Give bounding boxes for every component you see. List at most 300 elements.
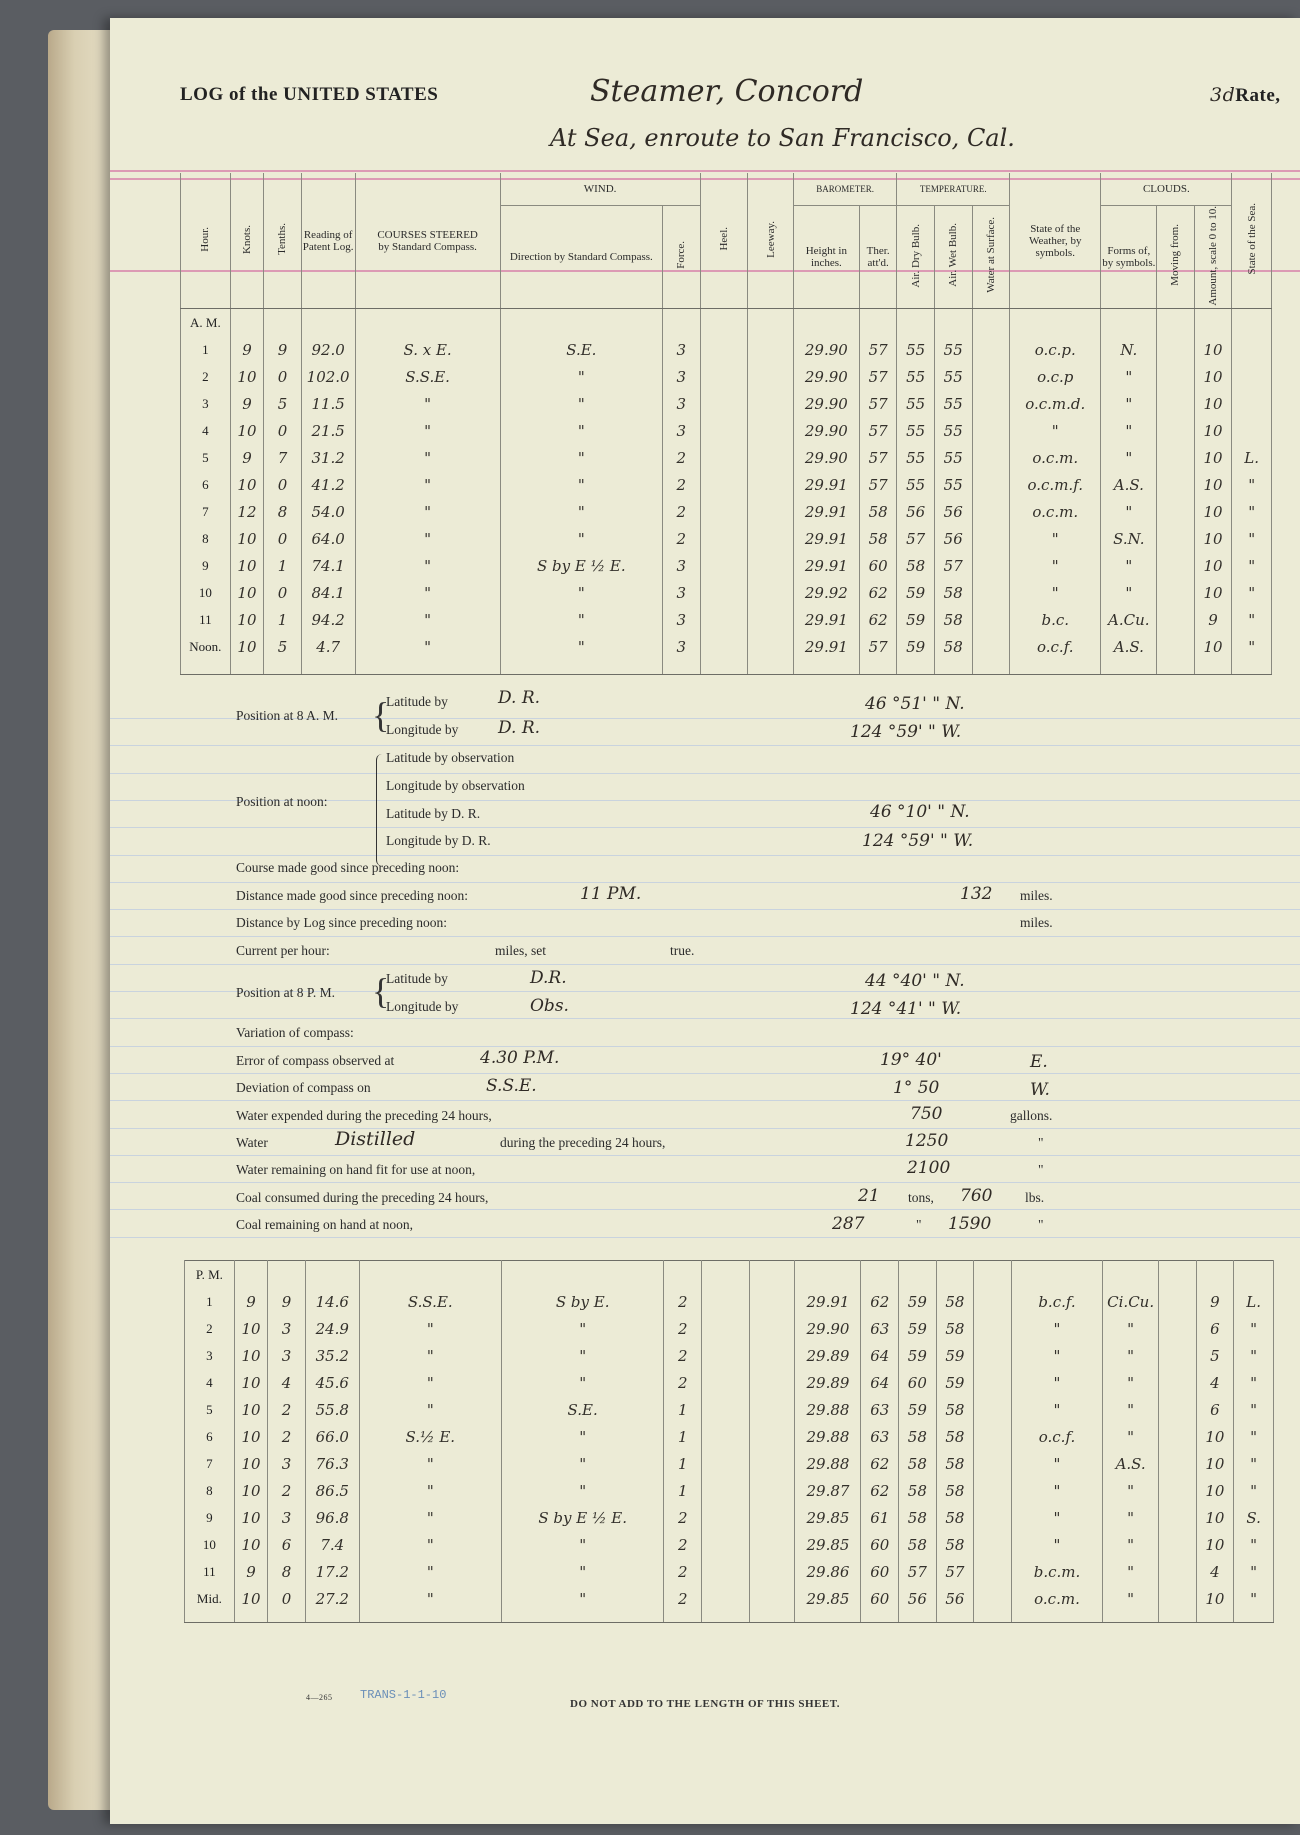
pm-cell-forms: " xyxy=(1103,1342,1159,1369)
pm-cell-height: 29.91 xyxy=(795,1288,861,1315)
am-cell-wet: 55 xyxy=(934,417,972,444)
col-hour: Hour. xyxy=(181,173,231,309)
pm-cell-sea: " xyxy=(1234,1585,1274,1612)
pm-cell-hour: 11 xyxy=(185,1558,235,1585)
table-row xyxy=(185,1288,1274,1315)
pm-cell-tenths: 4 xyxy=(268,1369,306,1396)
am-cell-weather: o.c.m.f. xyxy=(1010,471,1101,498)
pm-label-cell xyxy=(974,1261,1012,1289)
pm-cell-leeway xyxy=(749,1531,795,1558)
pm-cell-force: 2 xyxy=(664,1531,702,1558)
am-cell-wind_dir: " xyxy=(500,444,662,471)
pm-cell-ther: 63 xyxy=(861,1315,899,1342)
location-note: At Sea, enroute to San Francisco, Cal. xyxy=(550,124,1015,152)
am-cell-hour: 7 xyxy=(181,498,231,525)
am-filler-cell xyxy=(663,660,701,675)
am-cell-ther: 57 xyxy=(859,363,897,390)
col-barometer-group: BAROMETER. xyxy=(793,173,897,205)
pm-filler-row xyxy=(185,1612,1274,1623)
am-cell-forms: " xyxy=(1101,444,1157,471)
am-cell-water xyxy=(972,579,1010,606)
pm-cell-course: " xyxy=(359,1585,501,1612)
col-heel: Heel. xyxy=(700,173,748,309)
am-cell-water xyxy=(972,552,1010,579)
coal-remaining-lbs: 1590 xyxy=(948,1214,992,1234)
pm-cell-hour: 8 xyxy=(185,1477,235,1504)
pos8am-lat-value: 46 °51' " N. xyxy=(865,694,965,714)
col-wind-group: WIND. xyxy=(500,173,700,205)
pm-cell-height: 29.85 xyxy=(795,1504,861,1531)
pm-cell-knots: 10 xyxy=(234,1396,268,1423)
water-during-label: during the preceding 24 hours, xyxy=(500,1135,666,1150)
am-cell-ther: 58 xyxy=(859,498,897,525)
pm-cell-log: 7.4 xyxy=(305,1531,359,1558)
pm-rows xyxy=(185,1261,1274,1623)
col-weather: State of the Weather, by symbols. xyxy=(1010,173,1101,309)
am-cell-sea xyxy=(1232,417,1272,444)
am-cell-wind_dir: " xyxy=(500,471,662,498)
am-cell-log: 102.0 xyxy=(301,363,355,390)
pm-filler-cell xyxy=(501,1612,664,1623)
pm-filler-cell xyxy=(702,1612,750,1623)
pm-cell-amount: 10 xyxy=(1196,1423,1234,1450)
am-cell-wind_dir: " xyxy=(500,390,662,417)
pm-cell-ther: 60 xyxy=(861,1531,899,1558)
pm-label-cell xyxy=(1196,1261,1234,1289)
pm-cell-dry: 59 xyxy=(899,1288,937,1315)
water-remaining-label: Water remaining on hand fit for use at noon, xyxy=(236,1162,476,1177)
am-cell-dry: 56 xyxy=(897,498,935,525)
am-cell-moving xyxy=(1157,633,1195,660)
col-wind-direction: Direction by Standard Compass. xyxy=(500,205,662,309)
distance-log-label: Distance by Log since preceding noon: xyxy=(236,915,448,930)
long-obs-label: Longitude by observation xyxy=(386,778,525,793)
pos8pm-lat-method: D.R. xyxy=(530,968,567,988)
pos8pm-lat-label: Latitude by xyxy=(386,971,448,986)
pm-cell-water xyxy=(974,1504,1012,1531)
pm-filler-cell xyxy=(305,1612,359,1623)
am-cell-wind_dir: " xyxy=(500,606,662,633)
pm-cell-water xyxy=(974,1450,1012,1477)
pm-cell-amount: 6 xyxy=(1196,1315,1234,1342)
am-cell-knots: 9 xyxy=(230,444,263,471)
pm-cell-moving xyxy=(1159,1585,1197,1612)
am-cell-moving xyxy=(1157,471,1195,498)
water-distilled: Distilled xyxy=(335,1128,416,1150)
am-cell-dry: 59 xyxy=(897,579,935,606)
am-cell-forms: " xyxy=(1101,417,1157,444)
pm-cell-weather: " xyxy=(1011,1369,1102,1396)
pm-cell-dry: 59 xyxy=(899,1315,937,1342)
log-title: LOG of the UNITED STATES xyxy=(180,84,439,105)
am-cell-forms: A.S. xyxy=(1101,633,1157,660)
pm-cell-sea: " xyxy=(1234,1531,1274,1558)
pm-cell-wind_dir: " xyxy=(501,1477,664,1504)
log-page xyxy=(110,18,1300,1824)
am-cell-force: 3 xyxy=(663,552,701,579)
pm-cell-knots: 10 xyxy=(234,1450,268,1477)
am-cell-force: 3 xyxy=(663,336,701,363)
pm-cell-wet: 58 xyxy=(936,1450,974,1477)
pm-label-cell xyxy=(1103,1261,1159,1289)
col-wind-force: Force. xyxy=(663,205,701,309)
am-cell-forms: A.S. xyxy=(1101,471,1157,498)
pm-cell-weather: " xyxy=(1011,1342,1102,1369)
ditto-1: " xyxy=(1038,1135,1044,1150)
ruled-line xyxy=(110,1155,1300,1156)
am-cell-sea: " xyxy=(1232,552,1272,579)
pm-filler-cell xyxy=(359,1612,501,1623)
pm-cell-force: 2 xyxy=(664,1342,702,1369)
am-cell-water xyxy=(972,525,1010,552)
am-cell-tenths: 7 xyxy=(264,444,302,471)
ruled-line xyxy=(110,1182,1300,1183)
am-cell-amount: 10 xyxy=(1194,444,1232,471)
am-cell-weather: " xyxy=(1010,417,1101,444)
am-cell-course: " xyxy=(355,444,500,471)
pm-cell-sea: " xyxy=(1234,1342,1274,1369)
am-cell-knots: 10 xyxy=(230,363,263,390)
am-label-cell xyxy=(700,309,748,337)
miles-label-1: miles. xyxy=(1020,888,1053,903)
col-cloud-forms: Forms of, by symbols. xyxy=(1101,205,1157,309)
am-filler-cell xyxy=(301,660,355,675)
pm-cell-leeway xyxy=(749,1558,795,1585)
table-row xyxy=(185,1369,1274,1396)
am-cell-leeway xyxy=(748,552,794,579)
pm-label-cell xyxy=(305,1261,359,1289)
am-cell-knots: 12 xyxy=(230,498,263,525)
am-cell-forms: " xyxy=(1101,498,1157,525)
am-cell-weather: o.c.m.d. xyxy=(1010,390,1101,417)
pm-cell-height: 29.89 xyxy=(795,1342,861,1369)
table-row xyxy=(185,1450,1274,1477)
am-cell-log: 54.0 xyxy=(301,498,355,525)
am-cell-ther: 57 xyxy=(859,444,897,471)
pos8am-lat-method: D. R. xyxy=(498,688,541,708)
table-row xyxy=(181,525,1272,552)
pm-cell-log: 17.2 xyxy=(305,1558,359,1585)
table-row xyxy=(185,1423,1274,1450)
pm-cell-hour: 7 xyxy=(185,1450,235,1477)
am-cell-knots: 10 xyxy=(230,525,263,552)
pm-cell-course: " xyxy=(359,1450,501,1477)
ruled-line xyxy=(110,745,1300,746)
am-cell-water xyxy=(972,444,1010,471)
am-cell-ther: 57 xyxy=(859,471,897,498)
pm-cell-leeway xyxy=(749,1315,795,1342)
pm-cell-force: 1 xyxy=(664,1423,702,1450)
pm-cell-tenths: 9 xyxy=(268,1288,306,1315)
am-cell-amount: 10 xyxy=(1194,525,1232,552)
ruled-line xyxy=(110,1209,1300,1210)
table-row xyxy=(181,633,1272,660)
am-cell-ther: 57 xyxy=(859,417,897,444)
am-filler-cell xyxy=(897,660,935,675)
am-filler-cell xyxy=(1010,660,1101,675)
rate-value: 3d xyxy=(1210,84,1236,106)
pm-cell-wind_dir: S.E. xyxy=(501,1396,664,1423)
pm-cell-dry: 60 xyxy=(899,1369,937,1396)
pm-cell-heel xyxy=(702,1369,750,1396)
am-cell-course: " xyxy=(355,552,500,579)
am-label-cell xyxy=(793,309,859,337)
am-cell-weather: o.c.p. xyxy=(1010,336,1101,363)
pm-cell-weather: " xyxy=(1011,1531,1102,1558)
pm-cell-forms: " xyxy=(1103,1369,1159,1396)
pm-cell-moving xyxy=(1159,1423,1197,1450)
pm-cell-heel xyxy=(702,1558,750,1585)
am-cell-amount: 10 xyxy=(1194,633,1232,660)
am-cell-tenths: 1 xyxy=(264,552,302,579)
pm-cell-amount: 10 xyxy=(1196,1585,1234,1612)
col-cloud-moving: Moving from. xyxy=(1157,205,1195,309)
am-cell-log: 92.0 xyxy=(301,336,355,363)
pm-label-cell xyxy=(936,1261,974,1289)
pm-cell-forms: " xyxy=(1103,1477,1159,1504)
pm-cell-height: 29.88 xyxy=(795,1396,861,1423)
table-row xyxy=(181,363,1272,390)
am-cell-sea xyxy=(1232,336,1272,363)
pm-cell-sea: " xyxy=(1234,1315,1274,1342)
pm-cell-water xyxy=(974,1369,1012,1396)
pm-cell-sea: " xyxy=(1234,1423,1274,1450)
pm-cell-hour: 9 xyxy=(185,1504,235,1531)
ruled-line xyxy=(110,936,1300,937)
am-cell-force: 2 xyxy=(663,471,701,498)
am-cell-hour: 10 xyxy=(181,579,231,606)
am-label-cell xyxy=(301,309,355,337)
am-cell-course: " xyxy=(355,390,500,417)
am-cell-height: 29.91 xyxy=(793,471,859,498)
am-cell-leeway xyxy=(748,498,794,525)
am-cell-tenths: 1 xyxy=(264,606,302,633)
pm-cell-wind_dir: " xyxy=(501,1342,664,1369)
coal-consumed-tons: 21 xyxy=(858,1186,880,1206)
am-label-cell xyxy=(500,309,662,337)
am-log-table xyxy=(180,173,1272,675)
pm-cell-leeway xyxy=(749,1423,795,1450)
am-cell-wet: 55 xyxy=(934,471,972,498)
am-cell-height: 29.91 xyxy=(793,525,859,552)
error-time: 4.30 P.M. xyxy=(480,1048,560,1068)
am-cell-sea: " xyxy=(1232,606,1272,633)
pm-cell-wet: 58 xyxy=(936,1531,974,1558)
pm-cell-amount: 9 xyxy=(1196,1288,1234,1315)
am-filler-cell xyxy=(1232,660,1272,675)
am-filler-cell xyxy=(700,660,748,675)
am-label-row xyxy=(181,309,1272,337)
am-filler-cell xyxy=(264,660,302,675)
pm-cell-heel xyxy=(702,1450,750,1477)
pm-cell-leeway xyxy=(749,1288,795,1315)
am-cell-tenths: 5 xyxy=(264,633,302,660)
pm-cell-weather: " xyxy=(1011,1396,1102,1423)
pm-cell-amount: 6 xyxy=(1196,1396,1234,1423)
am-cell-forms: N. xyxy=(1101,336,1157,363)
pm-cell-heel xyxy=(702,1288,750,1315)
pm-cell-amount: 10 xyxy=(1196,1531,1234,1558)
pm-cell-wet: 58 xyxy=(936,1477,974,1504)
am-cell-heel xyxy=(700,552,748,579)
pm-cell-weather: o.c.m. xyxy=(1011,1585,1102,1612)
am-filler-cell xyxy=(181,660,231,675)
pm-cell-water xyxy=(974,1585,1012,1612)
am-cell-heel xyxy=(700,606,748,633)
am-cell-force: 3 xyxy=(663,579,701,606)
am-cell-weather: " xyxy=(1010,579,1101,606)
am-cell-course: S. x E. xyxy=(355,336,500,363)
deviation-course: S.S.E. xyxy=(486,1076,537,1096)
pm-cell-tenths: 3 xyxy=(268,1450,306,1477)
pm-cell-weather: " xyxy=(1011,1450,1102,1477)
am-cell-dry: 55 xyxy=(897,471,935,498)
pm-label-cell: P. M. xyxy=(185,1261,235,1289)
am-cell-force: 3 xyxy=(663,606,701,633)
rate-label xyxy=(1210,84,1281,107)
pm-cell-ther: 64 xyxy=(861,1369,899,1396)
am-cell-log: 21.5 xyxy=(301,417,355,444)
am-cell-weather: " xyxy=(1010,552,1101,579)
am-cell-hour: 3 xyxy=(181,390,231,417)
pm-filler-cell xyxy=(1159,1612,1197,1623)
am-cell-heel xyxy=(700,471,748,498)
am-cell-hour: 5 xyxy=(181,444,231,471)
am-cell-course: " xyxy=(355,579,500,606)
ruled-line xyxy=(110,1100,1300,1101)
ruled-line xyxy=(110,855,1300,856)
water-label: Water xyxy=(236,1135,268,1150)
pos8pm-long-method: Obs. xyxy=(530,996,569,1016)
am-filler-cell xyxy=(748,660,794,675)
pm-cell-weather: " xyxy=(1011,1315,1102,1342)
am-cell-moving xyxy=(1157,390,1195,417)
pm-cell-forms: " xyxy=(1103,1585,1159,1612)
deviation-value: 1° 50 xyxy=(893,1078,940,1098)
pm-filler-cell xyxy=(234,1612,268,1623)
am-label-cell xyxy=(972,309,1010,337)
am-cell-weather: o.c.f. xyxy=(1010,633,1101,660)
ruled-line xyxy=(110,1018,1300,1019)
rate-label-text: Rate, xyxy=(1235,85,1281,106)
col-clouds-group: CLOUDS. xyxy=(1101,173,1232,205)
pm-cell-water xyxy=(974,1423,1012,1450)
am-cell-ther: 57 xyxy=(859,336,897,363)
pm-label-cell xyxy=(861,1261,899,1289)
am-cell-amount: 10 xyxy=(1194,552,1232,579)
pm-cell-moving xyxy=(1159,1288,1197,1315)
pm-cell-wind_dir: S by E ½ E. xyxy=(501,1504,664,1531)
am-cell-heel xyxy=(700,444,748,471)
am-label-cell xyxy=(897,309,935,337)
am-cell-wind_dir: " xyxy=(500,498,662,525)
pm-cell-sea: S. xyxy=(1234,1504,1274,1531)
am-label-cell: A. M. xyxy=(181,309,231,337)
tons-label: tons, xyxy=(908,1190,934,1205)
am-cell-force: 2 xyxy=(663,444,701,471)
am-cell-heel xyxy=(700,579,748,606)
coal-remaining-label: Coal remaining on hand at noon, xyxy=(236,1217,413,1232)
pm-label-cell xyxy=(664,1261,702,1289)
table-row xyxy=(185,1342,1274,1369)
am-cell-dry: 55 xyxy=(897,363,935,390)
pm-cell-forms: " xyxy=(1103,1396,1159,1423)
ruled-line xyxy=(110,964,1300,965)
pm-cell-log: 96.8 xyxy=(305,1504,359,1531)
pm-cell-weather: o.c.f. xyxy=(1011,1423,1102,1450)
am-label-cell xyxy=(1101,309,1157,337)
am-cell-amount: 10 xyxy=(1194,498,1232,525)
pm-cell-forms: A.S. xyxy=(1103,1450,1159,1477)
distance-made-label: Distance made good since preceding noon: xyxy=(236,888,469,903)
posnoon-label: Position at noon: xyxy=(236,794,328,809)
am-filler-cell xyxy=(500,660,662,675)
am-cell-tenths: 0 xyxy=(264,525,302,552)
am-cell-height: 29.91 xyxy=(793,633,859,660)
pm-cell-dry: 56 xyxy=(899,1585,937,1612)
am-label-cell xyxy=(859,309,897,337)
pm-cell-height: 29.88 xyxy=(795,1423,861,1450)
pm-cell-course: " xyxy=(359,1477,501,1504)
am-cell-knots: 10 xyxy=(230,606,263,633)
pm-label-cell xyxy=(268,1261,306,1289)
brace-icon-8pm: { xyxy=(372,971,390,1011)
pm-label-cell xyxy=(1234,1261,1274,1289)
pm-cell-tenths: 2 xyxy=(268,1477,306,1504)
pm-cell-wet: 57 xyxy=(936,1558,974,1585)
am-cell-wet: 58 xyxy=(934,633,972,660)
am-cell-water xyxy=(972,417,1010,444)
pm-cell-leeway xyxy=(749,1477,795,1504)
am-cell-tenths: 8 xyxy=(264,498,302,525)
col-knots: Knots. xyxy=(230,173,263,309)
pm-cell-ther: 60 xyxy=(861,1585,899,1612)
pm-filler-cell xyxy=(974,1612,1012,1623)
pm-cell-water xyxy=(974,1531,1012,1558)
ditto-3: " xyxy=(916,1217,922,1232)
pm-cell-forms: " xyxy=(1103,1558,1159,1585)
table-row xyxy=(185,1477,1274,1504)
pm-cell-leeway xyxy=(749,1504,795,1531)
am-cell-force: 3 xyxy=(663,363,701,390)
pm-cell-amount: 10 xyxy=(1196,1477,1234,1504)
pm-cell-ther: 62 xyxy=(861,1450,899,1477)
am-filler-cell xyxy=(1101,660,1157,675)
pm-cell-wet: 56 xyxy=(936,1585,974,1612)
pm-cell-knots: 9 xyxy=(234,1558,268,1585)
pm-cell-amount: 10 xyxy=(1196,1504,1234,1531)
pm-cell-log: 76.3 xyxy=(305,1450,359,1477)
pm-cell-dry: 58 xyxy=(899,1423,937,1450)
pm-cell-dry: 58 xyxy=(899,1531,937,1558)
pm-cell-heel xyxy=(702,1531,750,1558)
am-cell-moving xyxy=(1157,336,1195,363)
current-true-label: true. xyxy=(670,943,695,958)
form-number: 4—265 xyxy=(306,1693,333,1702)
am-cell-forms: " xyxy=(1101,390,1157,417)
am-cell-wind_dir: " xyxy=(500,417,662,444)
pm-cell-moving xyxy=(1159,1504,1197,1531)
am-cell-amount: 10 xyxy=(1194,471,1232,498)
am-label-cell xyxy=(934,309,972,337)
am-cell-course: " xyxy=(355,633,500,660)
pm-cell-ther: 64 xyxy=(861,1342,899,1369)
am-cell-moving xyxy=(1157,525,1195,552)
am-label-cell xyxy=(1157,309,1195,337)
water-distilled-value: 1250 xyxy=(905,1131,949,1151)
pm-cell-dry: 58 xyxy=(899,1477,937,1504)
am-cell-leeway xyxy=(748,417,794,444)
